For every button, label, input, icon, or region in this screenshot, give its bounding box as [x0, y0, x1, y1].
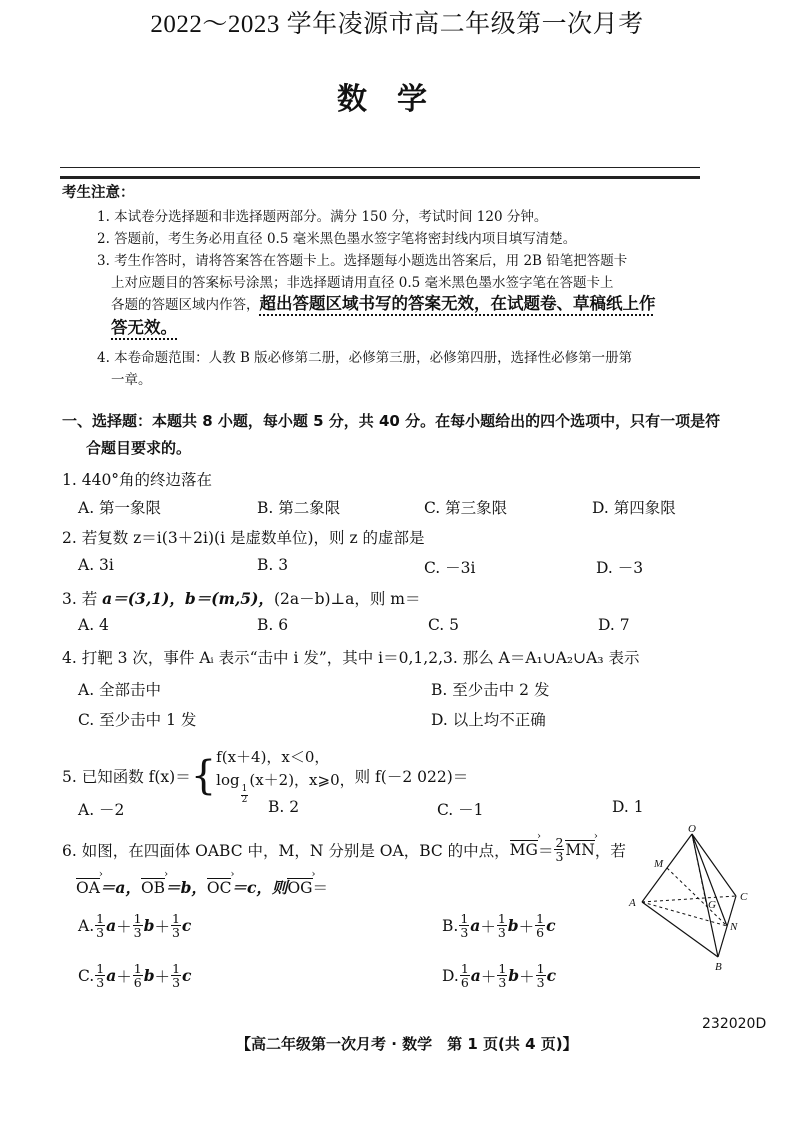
q3-vector-b: b＝(m,5)， — [184, 589, 274, 608]
segment-mn-hidden — [667, 868, 727, 926]
q6-option-a-label: A. — [78, 916, 95, 935]
label-b: B — [715, 961, 722, 973]
question-5-stem — [62, 746, 468, 805]
notice-item-3-line3 — [111, 290, 656, 314]
divider-thick — [60, 176, 700, 179]
q3-prefix: 3. 若 — [62, 590, 103, 608]
q3-vector-a: a＝(3,1)， — [102, 589, 185, 608]
q6-def-a: ＝a， — [99, 878, 141, 897]
q5-case-2-rest: (x＋2)，x⩾0， — [249, 771, 355, 790]
q6-option-b-label: B. — [442, 916, 459, 935]
page-footer: 【高二年级第一次月考 · 数学 第 1 页(共 4 页)】 — [236, 1035, 578, 1053]
q3-condition: (2a－b)⊥a，则 m＝ — [273, 590, 421, 608]
question-2-option-c: C. －3i — [424, 559, 476, 577]
tetrahedron-figure — [620, 822, 760, 974]
question-6-option-c: C. $\frac{1}{3}$ a ＋ $\frac{1}{6}$ b ＋ $\frac{1}{3}$ c — [78, 961, 192, 991]
question-5-option-a: A. －2 — [78, 801, 125, 819]
question-6-line2 — [76, 876, 328, 898]
q5-suffix: 则 f(－2 022)＝ — [354, 767, 469, 786]
q5-log: log — [216, 771, 240, 790]
q5-log-base: $\frac{1}{2}$ — [241, 784, 248, 805]
question-3-stem — [62, 587, 421, 609]
question-4-option-d: D. 以上均不正确 — [431, 711, 546, 729]
question-4-option-c: C. 至少击中 1 发 — [78, 711, 197, 729]
label-g: G — [708, 899, 716, 911]
label-o: O — [688, 823, 696, 835]
edge-ac-hidden — [642, 896, 736, 902]
q6-part1: 6. 如图，在四面体 OABC 中，M，N 分别是 OA，BC 的中点， — [62, 841, 510, 860]
label-c: C — [740, 891, 748, 903]
question-2-option-a: A. 3i — [78, 556, 114, 574]
question-2-stem: 2. 若复数 z＝i(3＋2i)(i 是虚数单位)，则 z 的虚部是 — [62, 529, 425, 547]
question-1-stem: 1. 440°角的终边落在 — [62, 471, 213, 489]
question-6-option-a: A. $\frac{1}{3}$ a ＋ $\frac{1}{3}$ b ＋ $\frac{1}{3}$ c — [78, 911, 192, 941]
q6-fraction: $\frac{2}{3}$ — [555, 835, 564, 865]
question-1-option-b: B. 第二象限 — [257, 499, 341, 517]
vector-mg: MG › — [510, 841, 538, 859]
question-2-option-d: D. －3 — [596, 559, 644, 577]
vector-og: OG › — [287, 879, 312, 897]
question-5-option-c: C. －1 — [437, 801, 484, 819]
question-4-option-b: B. 至少击中 2 发 — [431, 681, 550, 699]
q6-part2: ，若 — [594, 841, 626, 860]
label-n: N — [730, 921, 738, 933]
q5-prefix: 5. 已知函数 f(x)＝ — [62, 767, 191, 786]
section-heading-cont: 合题目要求的。 — [86, 439, 192, 457]
notice-item-4-cont: 一章。 — [111, 372, 152, 388]
question-5-option-d: D. 1 — [612, 798, 644, 816]
question-3-option-a: A. 4 — [78, 616, 109, 634]
question-3-option-d: D. 7 — [598, 616, 630, 634]
q6-eq: ＝ — [537, 841, 554, 860]
section-heading: 一、选择题：本题共 8 小题，每小题 5 分，共 40 分。在每小题给出的四个选项中，只有一项是符 — [62, 412, 721, 430]
notice-item-3-cont: 上对应题目的答案标号涂黑；非选择题请用直径 0.5 毫米黑色墨水签字笔在答题卡上 — [111, 275, 614, 291]
vector-oa: OA › — [76, 879, 100, 897]
notice-item-3: 3. 考生作答时，请将答案答在答题卡上。选择题每小题选出答案后，用 2B 铅笔把答题卡 — [97, 253, 628, 269]
vector-ob: OB › — [141, 879, 165, 897]
q5-case-1: f(x＋4)，x＜0， — [216, 748, 330, 766]
q6-option-d-label: D. — [442, 966, 459, 985]
piecewise-brace: { — [190, 752, 217, 799]
question-3-option-b: B. 6 — [257, 616, 289, 634]
question-6-stem — [62, 836, 626, 863]
notice-emphasis: 超出答题区域书写的答案无效，在试题卷、草稿纸上作 — [259, 294, 656, 313]
q6-def-b: ＝b， — [165, 878, 207, 897]
question-3-option-c: C. 5 — [428, 616, 460, 634]
label-a: A — [629, 897, 636, 909]
paper-code: 232020D — [702, 1016, 767, 1032]
question-5-option-b: B. 2 — [268, 798, 300, 816]
question-6-option-b: B. $\frac{1}{3}$ a ＋ $\frac{1}{3}$ b ＋ $\frac{1}{6}$ c — [442, 911, 556, 941]
subject-title: 数学 — [337, 82, 457, 117]
segment-on — [692, 834, 727, 926]
exam-title: 2022～2023 学年凌源市高二年级第一次月考 — [150, 11, 644, 38]
q6-option-c-label: C. — [78, 966, 95, 985]
question-1-option-a: A. 第一象限 — [78, 499, 162, 517]
question-1-option-d: D. 第四象限 — [592, 499, 676, 517]
divider-thin — [60, 167, 700, 168]
notice-item-2: 2. 答题前，考生务必用直径 0.5 毫米黑色墨水签字笔将密封线内项目填写清楚。 — [97, 231, 577, 247]
label-m: M — [654, 858, 664, 870]
notice-item-1: 1. 本试卷分选择题和非选择题两部分。满分 150 分，考试时间 120 分钟。 — [97, 209, 548, 225]
notice-emphasis-end: 答无效。 — [111, 318, 177, 337]
notice-heading: 考生注意： — [62, 185, 135, 201]
notice-item-4: 4. 本卷命题范围：人教 B 版必修第二册，必修第三册，必修第四册，选择性必修第一册第 — [97, 350, 633, 366]
question-1-option-c: C. 第三象限 — [424, 499, 508, 517]
question-6-option-d: D. $\frac{1}{6}$ a ＋ $\frac{1}{3}$ b ＋ $\frac{1}{3}$ c — [442, 961, 557, 991]
question-2-option-b: B. 3 — [257, 556, 289, 574]
notice-item-3-plain: 各题的答题区域内作答， — [111, 297, 260, 313]
piecewise-cases — [216, 746, 354, 805]
q6-end: ＝ — [312, 879, 329, 897]
question-4-option-a: A. 全部击中 — [78, 681, 162, 699]
vector-oc: OC › — [207, 879, 232, 897]
q6-def-c: ＝c，则 — [231, 878, 288, 897]
vector-mn: MN › — [565, 841, 594, 859]
edge-ab — [642, 902, 718, 957]
question-4-stem: 4. 打靶 3 次，事件 Aᵢ 表示“击中 i 发”，其中 i＝0,1,2,3. 那么 A＝A₁∪A₂∪A₃ 表示 — [62, 649, 640, 667]
